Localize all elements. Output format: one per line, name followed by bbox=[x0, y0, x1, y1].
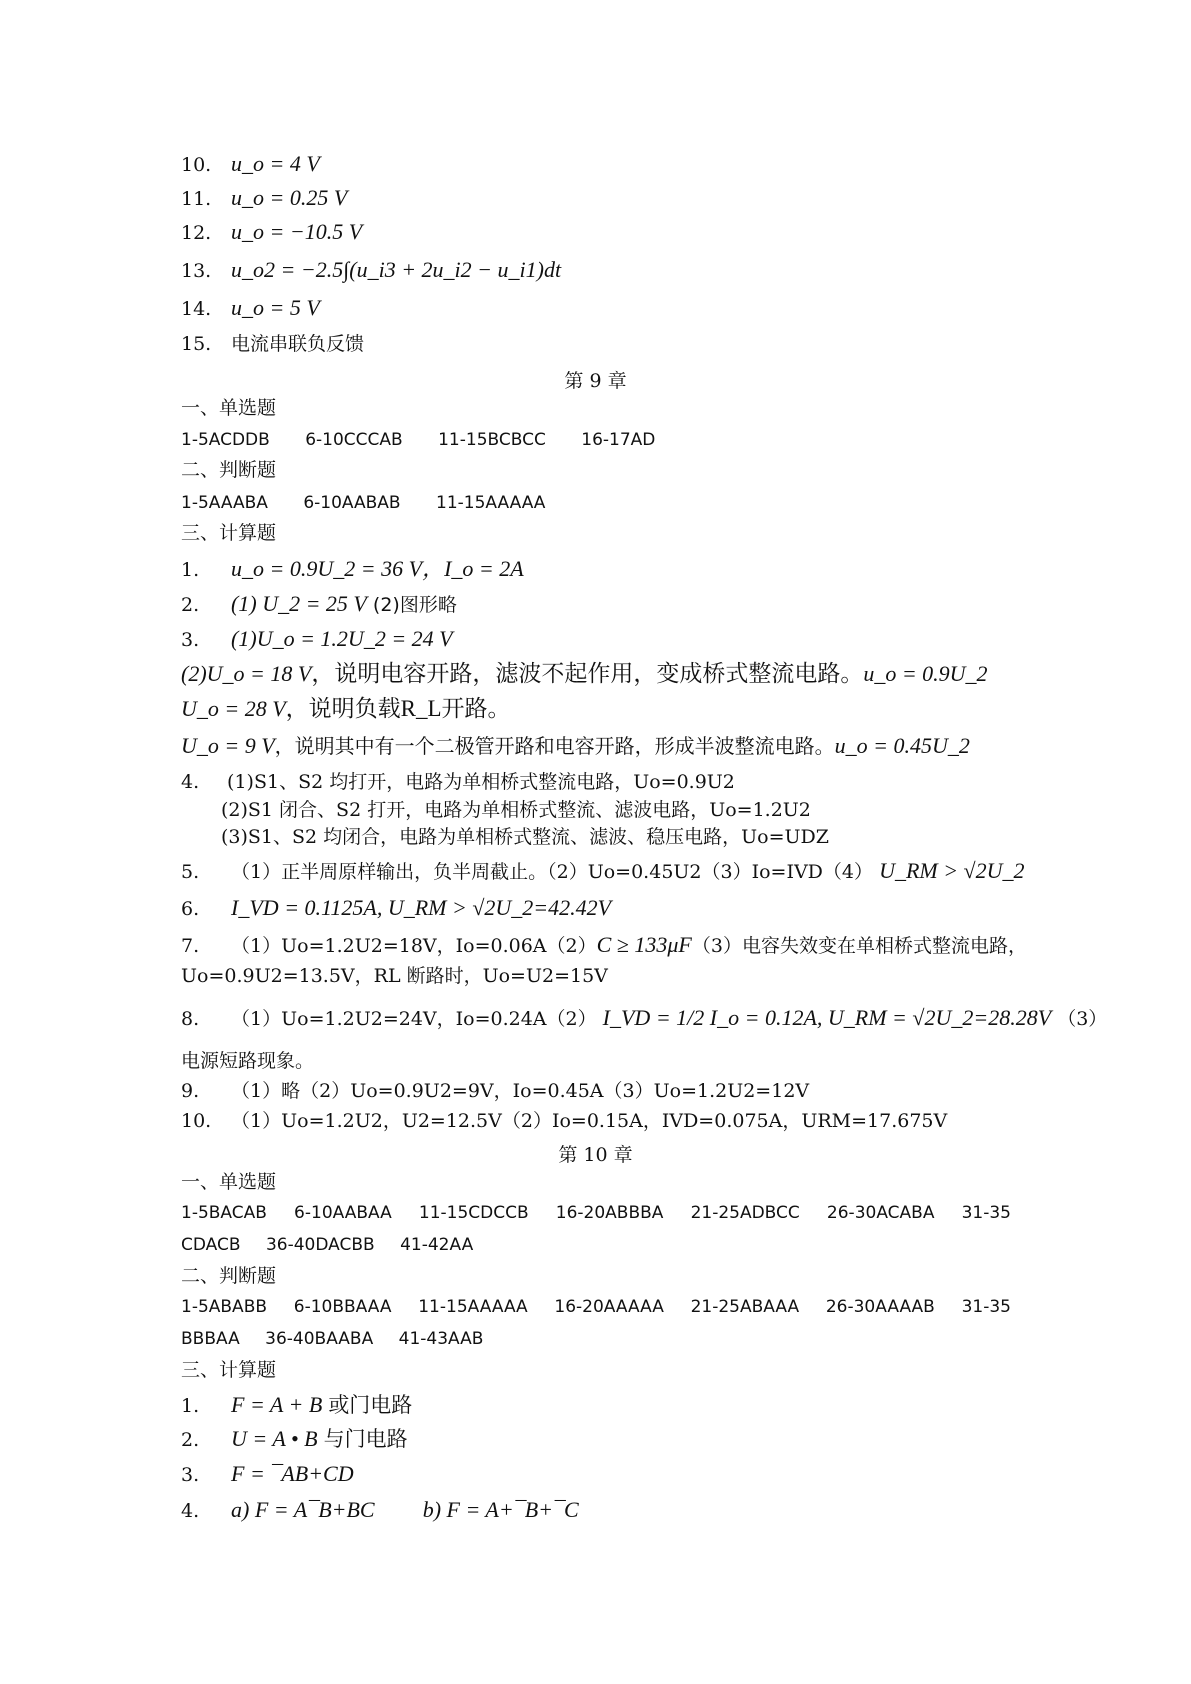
calc-line: 电源短路现象。 bbox=[181, 1050, 315, 1072]
chapter-title: 第 9 章 bbox=[564, 370, 627, 392]
equation: u_o = 4 V bbox=[231, 151, 320, 176]
answer-row: BBBAA 36-40BAABA 41-43AAB bbox=[181, 1329, 484, 1349]
section-heading: 二、判断题 bbox=[181, 459, 277, 481]
calc-line: (2)S1 闭合、S2 打开，电路为单相桥式整流、滤波电路，Uo=1.2U2 bbox=[221, 799, 811, 821]
answer-row: 1-5AAABA 6-10AABAB 11-15AAAAA bbox=[181, 493, 546, 513]
answer-row: 1-5ACDDB 6-10CCCAB 11-15BCBCC 16-17AD bbox=[181, 430, 656, 450]
calc-line: Uo=0.9U2=13.5V，RL 断路时，Uo=U2=15V bbox=[181, 965, 608, 987]
calc-item: 2. (1) U_2 = 25 V (2)图形略 bbox=[181, 591, 457, 616]
calc-item: 7. （1）Uo=1.2U2=18V，Io=0.06A（2）C ≥ 133μF（3）电容失效变在单相桥式整流电路， bbox=[181, 932, 1027, 957]
list-item: 11. u_o = 0.25 V bbox=[181, 185, 348, 210]
section-heading: 三、计算题 bbox=[181, 1359, 277, 1381]
answer-row: 1-5ABABB 6-10BBAAA 11-15AAAAA 16-20AAAAA 21-25ABAAA 26-30AAAAB 31-35 bbox=[181, 1297, 1011, 1317]
calc-line: (2)U_o = 18 V，说明电容开路，滤波不起作用，变成桥式整流电路。u_o = 0.9U_2 bbox=[181, 661, 988, 686]
calc-item: 4. a) F = A¯B+BC b) F = A+¯B+¯C bbox=[181, 1497, 579, 1522]
equation: u_o = 5 V bbox=[231, 295, 320, 320]
calc-line: (3)S1、S2 均闭合，电路为单相桥式整流、滤波、稳压电路，Uo=UDZ bbox=[221, 826, 829, 848]
calc-item: 8. （1）Uo=1.2U2=24V，Io=0.24A（2） I_VD = 1/2 I_o = 0.12A, U_RM = √2U_2=28.28V （3） bbox=[181, 1005, 1108, 1030]
list-item: 13. u_o2 = −2.5∫(u_i3 + 2u_i2 − u_i1)dt bbox=[181, 257, 562, 282]
list-item: 10. u_o = 4 V bbox=[181, 151, 320, 176]
chapter-title: 第 10 章 bbox=[558, 1144, 633, 1166]
calc-line: U_o = 28 V，说明负载R_L开路。 bbox=[181, 696, 511, 721]
equation: u_o = 0.25 V bbox=[231, 185, 348, 210]
calc-item: 1. u_o = 0.9U_2 = 36 V，I_o = 2A bbox=[181, 556, 524, 581]
calc-item: 3. (1)U_o = 1.2U_2 = 24 V bbox=[181, 626, 453, 651]
answer-row: CDACB 36-40DACBB 41-42AA bbox=[181, 1235, 474, 1255]
calc-item: 10. （1）Uo=1.2U2，U2=12.5V（2）Io=0.15A，IVD=0.075A，URM=17.675V bbox=[181, 1110, 948, 1132]
answer-row: 1-5BACAB 6-10AABAA 11-15CDCCB 16-20ABBBA 21-25ADBCC 26-30ACABA 31-35 bbox=[181, 1203, 1011, 1223]
equation: u_o2 = −2.5∫(u_i3 + 2u_i2 − u_i1)dt bbox=[231, 257, 562, 282]
equation: u_o = −10.5 V bbox=[231, 219, 363, 244]
section-heading: 三、计算题 bbox=[181, 522, 277, 544]
list-item: 15. 电流串联负反馈 bbox=[181, 333, 365, 355]
calc-item: 2. U = A • B 与门电路 bbox=[181, 1426, 408, 1451]
calc-item: 6. I_VD = 0.1125A, U_RM > √2U_2=42.42V bbox=[181, 895, 612, 920]
calc-item: 1. F = A + B 或门电路 bbox=[181, 1392, 413, 1417]
calc-item: 9. （1）略（2）Uo=0.9U2=9V，Io=0.45A（3）Uo=1.2U2=12V bbox=[181, 1080, 810, 1102]
section-heading: 一、单选题 bbox=[181, 397, 277, 419]
list-item: 14. u_o = 5 V bbox=[181, 295, 320, 320]
list-item: 12. u_o = −10.5 V bbox=[181, 219, 363, 244]
calc-line: U_o = 9 V，说明其中有一个二极管开路和电容开路，形成半波整流电路。u_o = 0.45U_2 bbox=[181, 733, 970, 758]
calc-item: 3. F = ¯AB+CD bbox=[181, 1461, 354, 1486]
calc-item: 5. （1）正半周原样输出，负半周截止。（2）Uo=0.45U2（3）Io=IVD（4） U_RM > √2U_2 bbox=[181, 858, 1025, 883]
calc-item: 4. (1)S1、S2 均打开，电路为单相桥式整流电路，Uo=0.9U2 bbox=[181, 771, 735, 793]
section-heading: 二、判断题 bbox=[181, 1265, 277, 1287]
section-heading: 一、单选题 bbox=[181, 1171, 277, 1193]
